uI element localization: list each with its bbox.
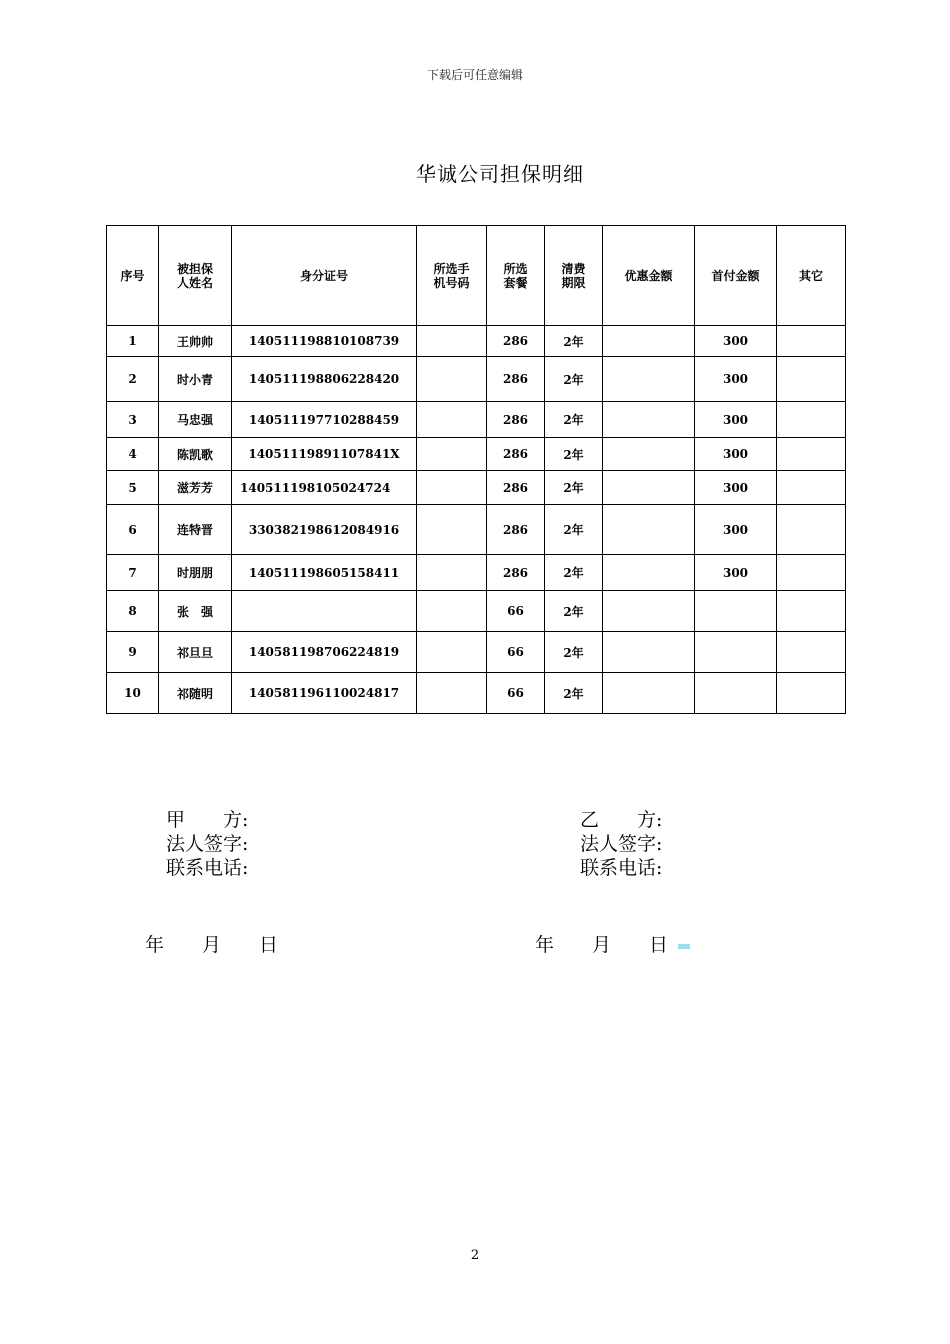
table-row	[107, 357, 846, 402]
page-number: 2	[470, 1248, 480, 1263]
cell-term: 2年	[545, 632, 603, 673]
cell-id-number: 140511198605158411	[232, 555, 417, 591]
cell-id-number: 14051119891107841X	[232, 438, 417, 471]
party-a-block	[166, 808, 248, 880]
cell-term: 2年	[545, 326, 603, 357]
cell-term: 2年	[545, 555, 603, 591]
party-a-signature-label: 法人签字:	[166, 833, 249, 855]
cell-serial: 7	[107, 555, 159, 591]
cell-phone-number	[417, 357, 487, 402]
text-cursor-highlight	[678, 944, 690, 949]
cell-phone-number	[417, 505, 487, 555]
cell-other	[777, 326, 846, 357]
cell-other	[777, 402, 846, 438]
cell-id-number: 140511198105024724	[232, 471, 417, 505]
cell-discount	[603, 471, 695, 505]
cell-package: 286	[487, 555, 545, 591]
cell-name: 陈凯歌	[159, 438, 232, 471]
cell-phone-number	[417, 632, 487, 673]
table-row	[107, 505, 846, 555]
cell-discount	[603, 591, 695, 632]
header-term: 清费 期限	[545, 226, 603, 326]
cell-id-number: 140581196110024817	[232, 673, 417, 714]
cell-other	[777, 632, 846, 673]
cell-package: 286	[487, 402, 545, 438]
cell-phone-number	[417, 673, 487, 714]
table-row	[107, 438, 846, 471]
cell-other	[777, 555, 846, 591]
cell-discount	[603, 555, 695, 591]
cell-serial: 10	[107, 673, 159, 714]
cell-term: 2年	[545, 591, 603, 632]
cell-discount	[603, 632, 695, 673]
cell-phone-number	[417, 402, 487, 438]
cell-discount	[603, 326, 695, 357]
cell-package: 286	[487, 326, 545, 357]
table-row	[107, 555, 846, 591]
cell-name: 马忠强	[159, 402, 232, 438]
cell-id-number: 140581198706224819	[232, 632, 417, 673]
cell-term: 2年	[545, 438, 603, 471]
header-id-number: 身分证号	[232, 226, 417, 326]
table-row	[107, 326, 846, 357]
cell-term: 2年	[545, 357, 603, 402]
cell-phone-number	[417, 326, 487, 357]
cell-term: 2年	[545, 673, 603, 714]
cell-serial: 8	[107, 591, 159, 632]
cell-phone-number	[417, 591, 487, 632]
cell-discount	[603, 402, 695, 438]
cell-other	[777, 591, 846, 632]
cell-down-payment: 300	[695, 402, 777, 438]
cell-name: 张 强	[159, 591, 232, 632]
cell-package: 66	[487, 673, 545, 714]
cell-id-number: 330382198612084916	[232, 505, 417, 555]
cell-id-number: 140511198810108739	[232, 326, 417, 357]
cell-package: 66	[487, 591, 545, 632]
cell-discount	[603, 505, 695, 555]
cell-down-payment	[695, 591, 777, 632]
table-row	[107, 632, 846, 673]
cell-serial: 2	[107, 357, 159, 402]
cell-down-payment: 300	[695, 471, 777, 505]
cell-discount	[603, 438, 695, 471]
cell-down-payment	[695, 673, 777, 714]
table-header-row	[107, 226, 846, 326]
cell-down-payment: 300	[695, 438, 777, 471]
cell-down-payment: 300	[695, 555, 777, 591]
header-down-payment: 首付金额	[695, 226, 777, 326]
cell-name: 滋芳芳	[159, 471, 232, 505]
cell-term: 2年	[545, 471, 603, 505]
cell-other	[777, 357, 846, 402]
cell-package: 286	[487, 505, 545, 555]
cell-other	[777, 505, 846, 555]
header-note: 下载后可任意编辑	[426, 68, 523, 82]
party-b-signature-label: 法人签字:	[580, 833, 663, 855]
cell-phone-number	[417, 471, 487, 505]
party-a-date: 年 月 日	[145, 934, 279, 956]
cell-id-number: 140511197710288459	[232, 402, 417, 438]
cell-id-number	[232, 591, 417, 632]
cell-package: 286	[487, 357, 545, 402]
party-b-label: 乙 方:	[580, 809, 663, 831]
cell-serial: 4	[107, 438, 159, 471]
cell-phone-number	[417, 555, 487, 591]
cell-name: 时小青	[159, 357, 232, 402]
table-row	[107, 591, 846, 632]
party-a-phone-label: 联系电话:	[166, 857, 249, 879]
header-other: 其它	[777, 226, 846, 326]
header-serial: 序号	[107, 226, 159, 326]
cell-term: 2年	[545, 402, 603, 438]
party-a-label: 甲 方:	[166, 809, 249, 831]
cell-other	[777, 673, 846, 714]
cell-other	[777, 471, 846, 505]
cell-serial: 3	[107, 402, 159, 438]
cell-name: 祁随明	[159, 673, 232, 714]
cell-id-number: 140511198806228420	[232, 357, 417, 402]
cell-name: 王帅帅	[159, 326, 232, 357]
cell-discount	[603, 357, 695, 402]
party-b-date: 年 月 日	[535, 934, 669, 956]
cell-package: 286	[487, 471, 545, 505]
cell-down-payment: 300	[695, 326, 777, 357]
header-package: 所选 套餐	[487, 226, 545, 326]
cell-down-payment: 300	[695, 505, 777, 555]
header-discount: 优惠金额	[603, 226, 695, 326]
cell-package: 66	[487, 632, 545, 673]
cell-down-payment	[695, 632, 777, 673]
cell-serial: 5	[107, 471, 159, 505]
cell-package: 286	[487, 438, 545, 471]
cell-term: 2年	[545, 505, 603, 555]
cell-serial: 6	[107, 505, 159, 555]
cell-name: 时朋朋	[159, 555, 232, 591]
cell-name: 连特晋	[159, 505, 232, 555]
party-b-phone-label: 联系电话:	[580, 857, 663, 879]
header-name: 被担保 人姓名	[159, 226, 232, 326]
cell-phone-number	[417, 438, 487, 471]
cell-serial: 9	[107, 632, 159, 673]
cell-other	[777, 438, 846, 471]
cell-down-payment: 300	[695, 357, 777, 402]
cell-discount	[603, 673, 695, 714]
table-row	[107, 471, 846, 505]
guarantee-table	[106, 225, 846, 714]
party-b-block	[580, 808, 662, 880]
cell-name: 祁旦旦	[159, 632, 232, 673]
cell-serial: 1	[107, 326, 159, 357]
header-phone-number: 所选手 机号码	[417, 226, 487, 326]
table-row	[107, 673, 846, 714]
document-title: 华诚公司担保明细	[416, 162, 584, 186]
table-row	[107, 402, 846, 438]
